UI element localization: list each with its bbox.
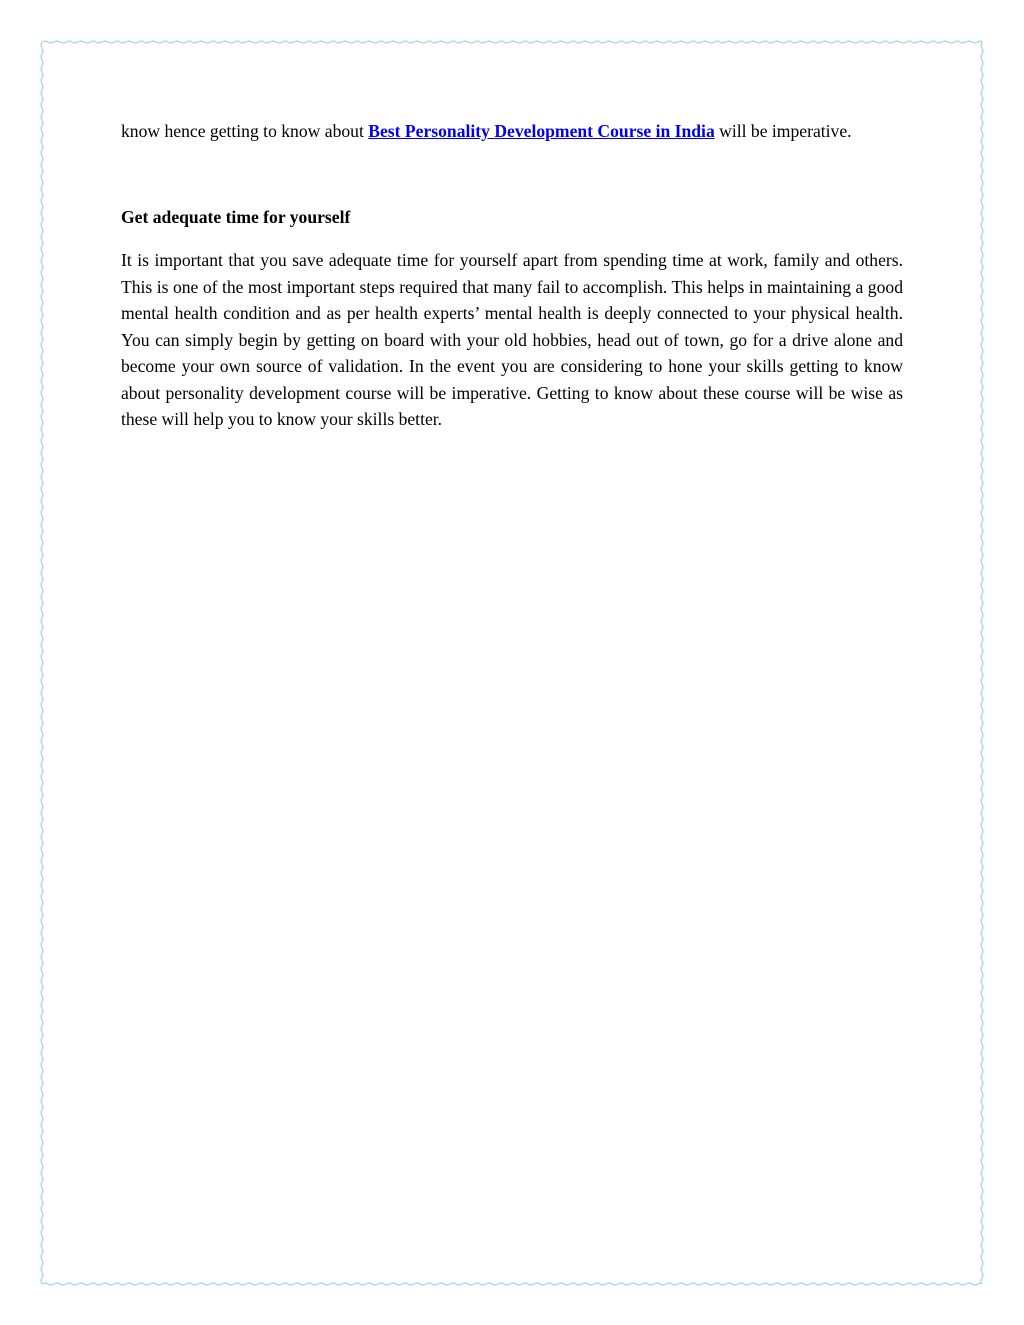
section-body-paragraph: It is important that you save adequate time for yourself apart from spending time at work, family and others. This is one of the most important steps required that many fail to accomplish. This helps in maintaining a good mental health condition and as per health experts’ mental health is deeply connected to your physical health. You can simply begin by getting on board with your old hobbies, head out of town, go for a drive alone and become your own source of validation. In the event you are considering to hone your skills getting to know about personality development course will be imperative. Getting to know about these course will be wise as these will help you to know your skills better. xyxy=(121,250,903,429)
border-top xyxy=(42,41,982,43)
section-heading: Get adequate time for yourself xyxy=(121,206,351,227)
best-personality-development-course-link[interactable]: Best Personality Development Course in India xyxy=(368,121,715,141)
intro-text-after: will be imperative. xyxy=(714,121,852,141)
border-left xyxy=(41,42,43,1284)
document-content xyxy=(121,118,903,433)
intro-paragraph xyxy=(121,118,903,145)
intro-text-before: know hence getting to know about xyxy=(121,121,369,141)
border-bottom xyxy=(42,1283,982,1285)
border-right xyxy=(981,42,983,1284)
